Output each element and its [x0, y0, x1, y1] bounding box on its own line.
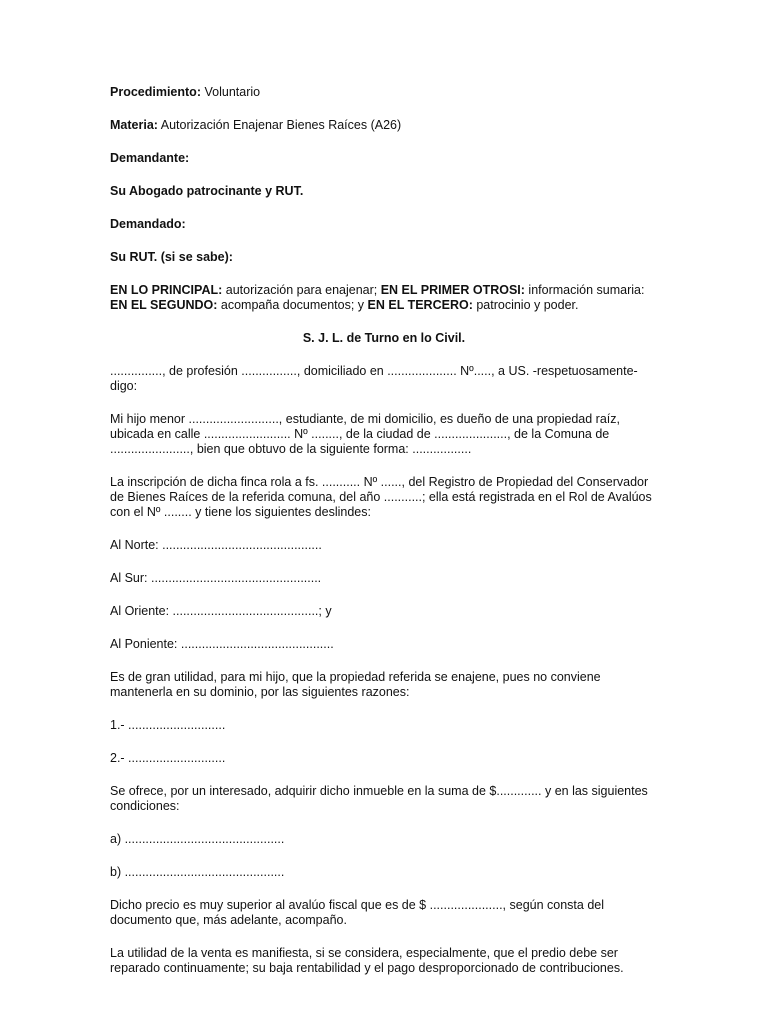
razon-2: 2.- ............................ [110, 751, 226, 765]
segundo-text: acompaña documentos; y [217, 298, 368, 312]
sumilla-paragraph [110, 283, 658, 313]
tercero-label: EN EL TERCERO: [367, 298, 473, 312]
deslinde-oriente: Al Oriente: ..........................................; y [110, 604, 332, 618]
deslinde-norte: Al Norte: .............................................. [110, 538, 322, 552]
principal-text: autorización para enajenar; [222, 283, 381, 297]
utilidad-paragraph: Es de gran utilidad, para mi hijo, que la propiedad referida se enajene, pues no conviene mantenerla en su dominio, por las siguientes razones: [110, 670, 601, 699]
inscripcion-paragraph: La inscripción de dicha finca rola a fs. ........... Nº ......, del Registro de Propiedad del Conservador de Bienes Raíces de la referida comuna, del año ...........; ella está registrada en el Rol de Avalúos con el Nº ........ y tiene los siguientes deslindes: [110, 475, 652, 519]
document-body [110, 85, 658, 994]
condicion-b: b) .............................................. [110, 865, 285, 879]
ofrece-paragraph: Se ofrece, por un interesado, adquirir dicho inmueble en la suma de $............. y en las siguientes condiciones: [110, 784, 648, 813]
procedimiento-label: Procedimiento: [110, 85, 201, 99]
segundo-label: EN EL SEGUNDO: [110, 298, 218, 312]
tercero-text: patrocinio y poder. [472, 298, 579, 312]
abogado-label: Su Abogado patrocinante y RUT. [110, 184, 304, 198]
primer-otrosi-text: información sumaria: [524, 283, 645, 297]
materia-label: Materia: [110, 118, 158, 132]
materia-line [110, 118, 658, 133]
tribunal-heading: S. J. L. de Turno en lo Civil. [302, 331, 466, 345]
condicion-a: a) .............................................. [110, 832, 285, 846]
rut-label: Su RUT. (si se sabe): [110, 250, 233, 264]
deslinde-sur: Al Sur: ................................................. [110, 571, 322, 585]
intro-paragraph: ..............., de profesión ................, domiciliado en .................... Nº....., a US. -respetuosamente-digo: [110, 364, 638, 393]
principal-label: EN LO PRINCIPAL: [110, 283, 223, 297]
materia-value: Autorización Enajenar Bienes Raíces (A26) [160, 118, 402, 132]
razon-1: 1.- ............................ [110, 718, 226, 732]
demandante-label: Demandante: [110, 151, 190, 165]
procedimiento-line [110, 85, 658, 100]
primer-otrosi-label: EN EL PRIMER OTROSI: [380, 283, 525, 297]
procedimiento-value: Voluntario [204, 85, 261, 99]
demandado-label: Demandado: [110, 217, 186, 231]
hijo-paragraph: Mi hijo menor .........................., estudiante, de mi domicilio, es dueño de una propiedad raíz, ubicada en calle ......................... Nº ........, de la ciudad de ....................., de la Comuna de ......................., bien que obtuvo de la siguiente forma: ................. [110, 412, 620, 456]
deslinde-poniente: Al Poniente: ............................................ [110, 637, 334, 651]
precio-paragraph: Dicho precio es muy superior al avalúo fiscal que es de $ ....................., según consta del documento que, más adelante, acompaño. [110, 898, 605, 927]
venta-paragraph: La utilidad de la venta es manifiesta, si se considera, especialmente, que el predio debe ser reparado continuamente; su baja rentabilidad y el pago desproporcionado de contribuciones. [110, 946, 624, 975]
